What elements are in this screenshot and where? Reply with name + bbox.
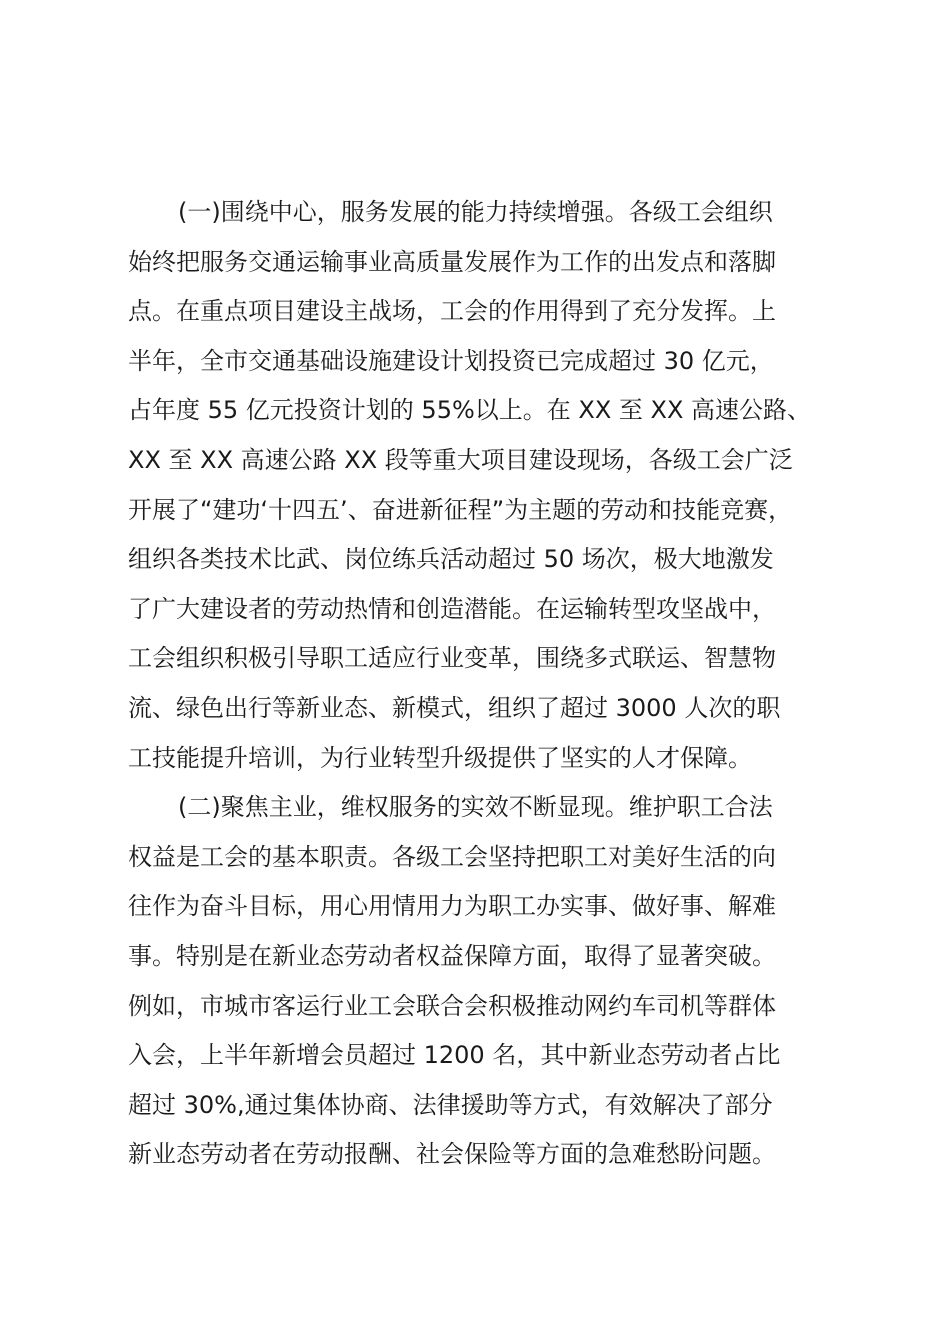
text-line: (一)围绕中心，服务发展的能力持续增强。各级工会组织: [178, 198, 773, 226]
text-line: 流、绿色出行等新业态、新模式，组织了超过 3000 人次的职: [128, 693, 781, 722]
text-line: 超过 30%,通过集体协商、法律援助等方式，有效解决了部分: [128, 1090, 773, 1119]
text-line: 例如，市城市客运行业工会联合会积极推动网约车司机等群体: [128, 991, 776, 1020]
document-body: [128, 188, 828, 1180]
text-line: 始终把服务交通运输事业高质量发展作为工作的出发点和落脚: [128, 247, 776, 276]
text-line: 入会，上半年新增会员超过 1200 名，其中新业态劳动者占比: [128, 1041, 781, 1070]
text-line: 半年，全市交通基础设施建设计划投资已完成超过 30 亿元，: [128, 346, 774, 375]
text-line: 开展了“建功‘十四五’、奋进新征程”为主题的劳动和技能竞赛，: [128, 495, 793, 524]
text-line: 组织各类技术比武、岗位练兵活动超过 50 场次，极大地激发: [128, 545, 774, 574]
text-line: 工技能提升培训，为行业转型升级提供了坚实的人才保障。: [128, 743, 752, 772]
text-line: (二)聚焦主业，维权服务的实效不断显现。维护职工合法: [178, 793, 773, 822]
text-line: 往作为奋斗目标，用心用情用力为职工办实事、做好事、解难: [128, 892, 776, 921]
text-line: 事。特别是在新业态劳动者权益保障方面，取得了显著突破。: [128, 941, 776, 970]
paragraph-1: [128, 188, 828, 783]
text-line: 点。在重点项目建设主战场，工会的作用得到了充分发挥。上: [128, 297, 776, 326]
text-line: 权益是工会的基本职责。各级工会坚持把职工对美好生活的向: [128, 842, 776, 871]
text-line: 了广大建设者的劳动热情和创造潜能。在运输转型攻坚战中，: [128, 594, 776, 623]
text-line: XX 至 XX 高速公路 XX 段等重大项目建设现场，各级工会广泛: [128, 445, 793, 474]
text-line: 占年度 55 亿元投资计划的 55%以上。在 XX 至 XX 高速公路、: [128, 396, 812, 425]
paragraph-2: [128, 783, 828, 1180]
text-line: 工会组织积极引导职工适应行业变革，围绕多式联运、智慧物: [128, 644, 776, 673]
text-line: 新业态劳动者在劳动报酬、社会保险等方面的急难愁盼问题。: [128, 1140, 776, 1169]
